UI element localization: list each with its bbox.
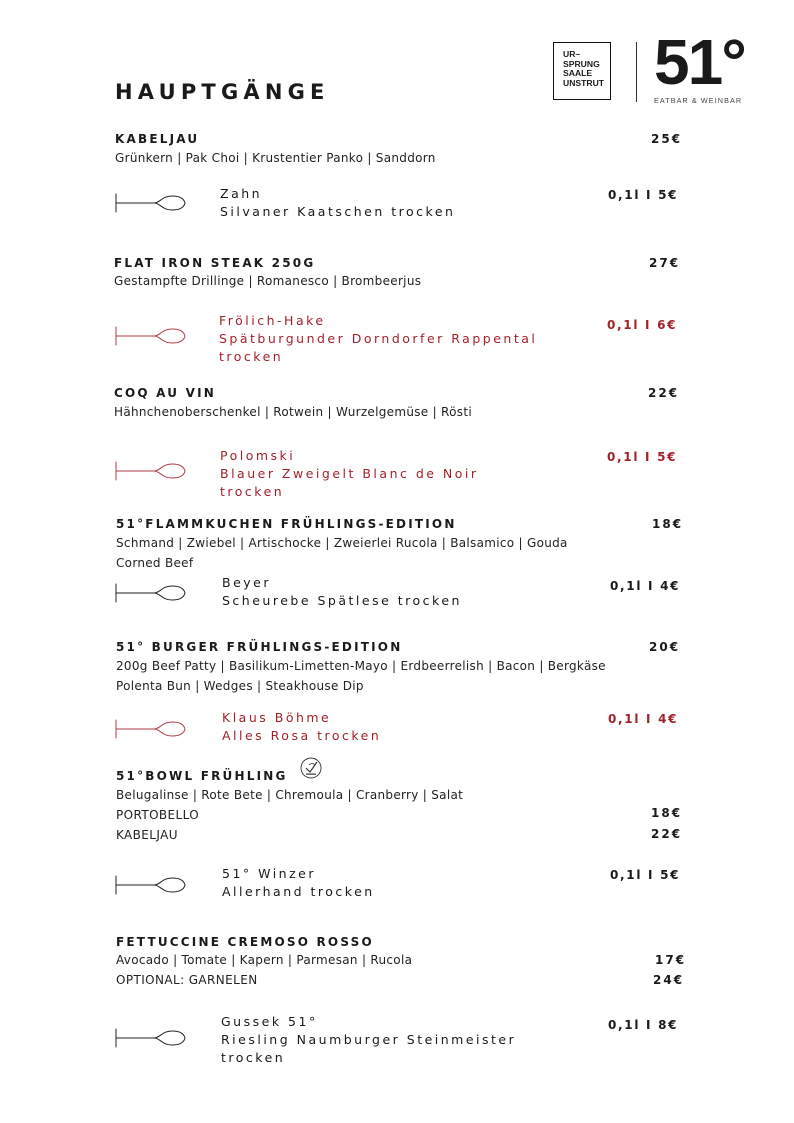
- wine-producer: 51° Winzer: [222, 866, 317, 881]
- dish-name: COQ AU VIN: [114, 386, 217, 400]
- dish-price: 22€: [648, 386, 680, 400]
- wine-glass-icon: [114, 716, 186, 742]
- wine-producer: Frölich-Hake: [219, 313, 326, 328]
- dish-description: Schmand | Zwiebel | Artischocke | Zweierlei Rucola | Balsamico | Gouda: [116, 536, 568, 550]
- dish-price: 25€: [651, 132, 683, 146]
- wine-glass-icon: [114, 323, 186, 349]
- wine-info: [220, 447, 479, 501]
- wine-info: [220, 185, 455, 221]
- option-label: OPTIONAL: GARNELEN: [116, 973, 258, 987]
- dish-description: Hähnchenoberschenkel | Rotwein | Wurzelgemüse | Rösti: [114, 405, 472, 419]
- vegan-icon: [300, 757, 322, 779]
- wine-name: Scheurebe Spätlese trocken: [222, 593, 462, 608]
- dish-price: 17€: [655, 953, 687, 967]
- wine-price: 0,1l I 5€: [607, 450, 678, 464]
- wine-style: trocken: [221, 1050, 286, 1065]
- wine-name: Spätburgunder Dorndorfer Rappental: [219, 331, 538, 346]
- dish-description: 200g Beef Patty | Basilikum-Limetten-Mayo | Erdbeerrelish | Bacon | Bergkäse: [116, 659, 606, 673]
- wine-price: 0,1l I 4€: [610, 579, 681, 593]
- dish-description: Gestampfte Drillinge | Romanesco | Brombeerjus: [114, 274, 422, 288]
- option-label: KABELJAU: [116, 828, 178, 842]
- dish-description: Grünkern | Pak Choi | Krustentier Panko | Sanddorn: [115, 151, 436, 165]
- wine-price: 0,1l I 6€: [607, 318, 678, 332]
- urprung-badge: [553, 42, 611, 100]
- wine-style: trocken: [220, 484, 285, 499]
- logo-subtitle: EATBAR & WEINBAR: [654, 96, 743, 105]
- dish-description: Belugalinse | Rote Bete | Chremoula | Cranberry | Salat: [116, 788, 464, 802]
- badge-line: UNSTRUT: [563, 77, 605, 88]
- badge-line: SAALE: [563, 68, 593, 79]
- dish-price: 18€: [652, 517, 684, 531]
- wine-info: [219, 312, 537, 366]
- wine-price: 0,1l I 5€: [610, 868, 681, 882]
- dish-name: 51°FLAMMKUCHEN FRÜHLINGS-EDITION: [116, 517, 457, 531]
- dish-price: 20€: [649, 640, 681, 654]
- wine-price: 0,1l I 8€: [608, 1018, 679, 1032]
- option-label: PORTOBELLO: [116, 808, 200, 822]
- badge-line: UR–: [563, 49, 581, 59]
- wine-producer: Polomski: [220, 448, 296, 463]
- wine-info: [221, 1013, 516, 1067]
- dish-description-2: Corned Beef: [116, 556, 194, 570]
- wine-glass-icon: [114, 458, 186, 484]
- option-price: 22€: [651, 827, 683, 841]
- wine-name: Alles Rosa trocken: [222, 728, 382, 743]
- dish-name: FLAT IRON STEAK 250G: [114, 256, 316, 270]
- wine-glass-icon: [114, 580, 186, 606]
- wine-info: [222, 865, 375, 901]
- dish-price: 27€: [649, 256, 681, 270]
- wine-style: trocken: [219, 349, 284, 364]
- wine-info: [222, 709, 381, 745]
- dish-description-2: Polenta Bun | Wedges | Steakhouse Dip: [116, 679, 364, 693]
- wine-name: Riesling Naumburger Steinmeister: [221, 1032, 517, 1047]
- badge-line: SPRUNG: [563, 58, 600, 69]
- wine-name: Silvaner Kaatschen trocken: [220, 204, 456, 219]
- dish-description: Avocado | Tomate | Kapern | Parmesan | Rucola: [116, 953, 413, 967]
- wine-glass-icon: [114, 1025, 186, 1051]
- wine-producer: Klaus Böhme: [222, 710, 332, 725]
- wine-name: Allerhand trocken: [222, 884, 375, 899]
- dish-name: 51° BURGER FRÜHLINGS-EDITION: [116, 640, 403, 654]
- dish-name: FETTUCCINE CREMOSO ROSSO: [116, 935, 374, 949]
- wine-glass-icon: [114, 190, 186, 216]
- wine-glass-icon: [114, 872, 186, 898]
- wine-producer: Gussek 51°: [221, 1014, 318, 1029]
- wine-info: [222, 574, 462, 610]
- wine-producer: Zahn: [220, 186, 263, 201]
- header-divider: [636, 42, 637, 102]
- wine-producer: Beyer: [222, 575, 271, 590]
- dish-name: KABELJAU: [115, 132, 200, 146]
- option-price: 24€: [653, 973, 685, 987]
- wine-name: Blauer Zweigelt Blanc de Noir: [220, 466, 479, 481]
- option-price: 18€: [651, 806, 683, 820]
- page-title: HAUPTGÄNGE: [115, 80, 330, 104]
- dish-name: 51°BOWL FRÜHLING: [116, 769, 288, 783]
- wine-price: 0,1l I 5€: [608, 188, 679, 202]
- wine-price: 0,1l I 4€: [608, 712, 679, 726]
- logo: 51°: [654, 26, 745, 98]
